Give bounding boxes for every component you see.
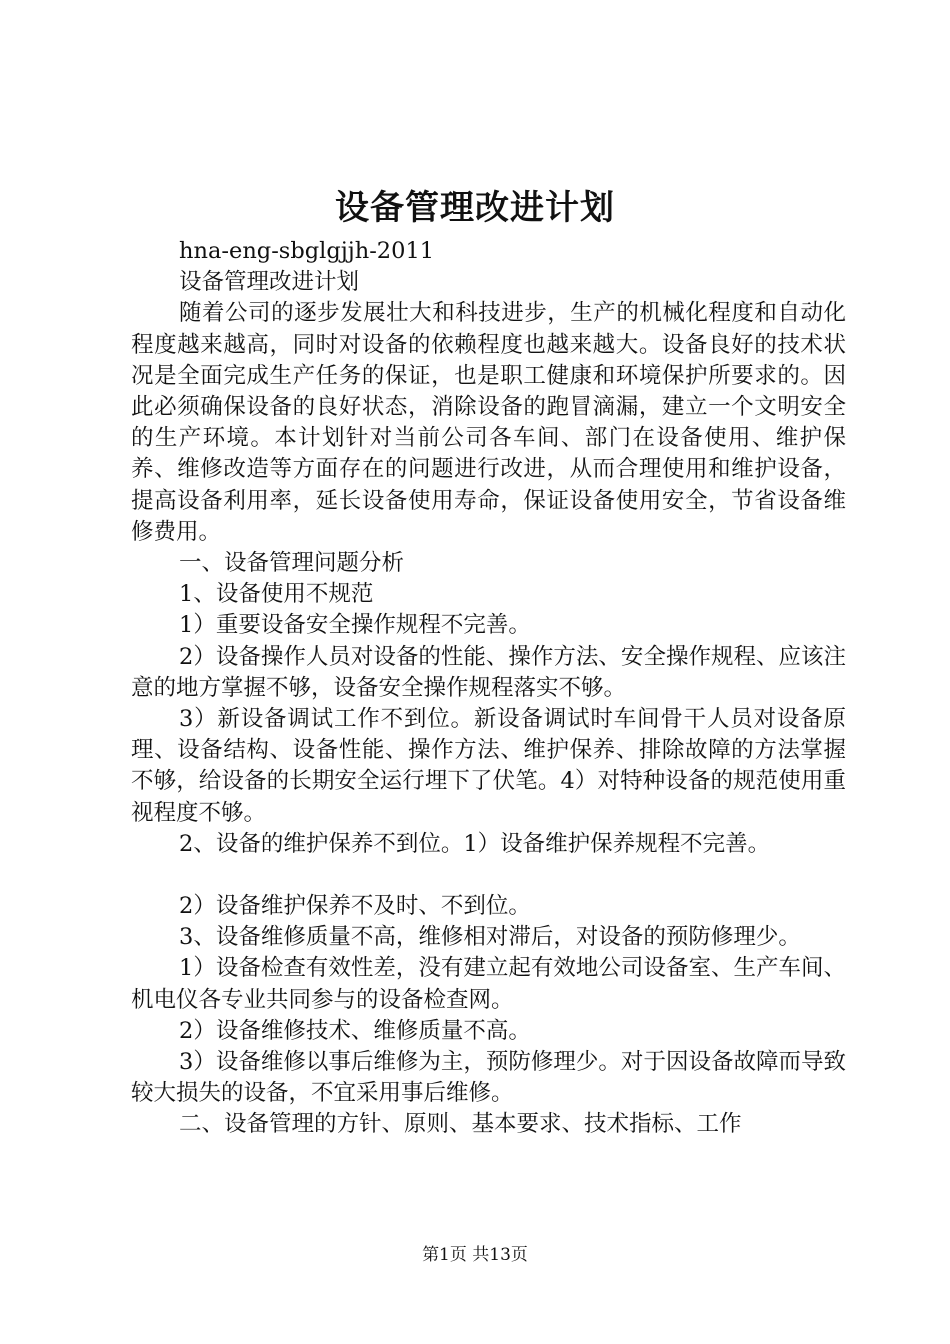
list-item: 2）设备维修技术、维修质量不高。 [179, 1017, 531, 1044]
subsection-heading-1: 1、设备使用不规范 [179, 581, 374, 608]
subsection-heading-3: 3、设备维修质量不高，维修相对滞后，对设备的预防修理少。 [179, 924, 801, 951]
list-item: 2）设备操作人员对设备的性能、操作方法、安全操作规程、应该注意的地方掌握不够，设备安全操作规程落实不够。 [131, 643, 846, 701]
list-item: 3）设备维修以事后维修为主，预防修理少。对于因设备故障而导致较大损失的设备，不宜采用事后维修。 [131, 1049, 846, 1107]
page-footer: 第1页 共13页 [422, 1245, 528, 1265]
document-subtitle: 设备管理改进计划 [179, 269, 360, 296]
section-heading-1: 一、设备管理问题分析 [179, 550, 405, 577]
list-item: 2）设备维护保养不及时、不到位。 [179, 893, 531, 920]
list-item: 3）新设备调试工作不到位。新设备调试时车间骨干人员对设备原理、设备结构、设备性能、操作方法、维护保养、排除故障的方法掌握不够，给设备的长期安全运行埋下了伏笔。4）对特种设备的规范使用重视程度不够。 [131, 706, 846, 826]
list-item: 1）重要设备安全操作规程不完善。 [179, 612, 531, 639]
document-title: 设备管理改进计划 [335, 188, 615, 228]
section-heading-2: 二、设备管理的方针、原则、基本要求、技术指标、工作 [179, 1111, 742, 1138]
intro-paragraph: 随着公司的逐步发展壮大和科技进步，生产的机械化程度和自动化程度越来越高，同时对设备的依赖程度也越来越大。设备良好的技术状况是全面完成生产任务的保证，也是职工健康和环境保护所要求的。因此必须确保设备的良好状态，消除设备的跑冒滴漏，建立一个文明安全的生产环境。本计划针对当前公司各车间、部门在设备使用、维护保养、维修改造等方面存在的问题进行改进，从而合理使用和维护设备，提高设备利用率，延长设备使用寿命，保证设备使用安全，节省设备维修费用。 [131, 300, 846, 545]
document-body [131, 236, 846, 1141]
document-code: hna-eng-sbglgjjh-2011 [179, 238, 435, 264]
list-item: 1）设备检查有效性差，没有建立起有效地公司设备室、生产车间、机电仪各专业共同参与的设备检查网。 [131, 955, 846, 1013]
subsection-heading-2: 2、设备的维护保养不到位。1）设备维护保养规程不完善。 [179, 830, 771, 857]
